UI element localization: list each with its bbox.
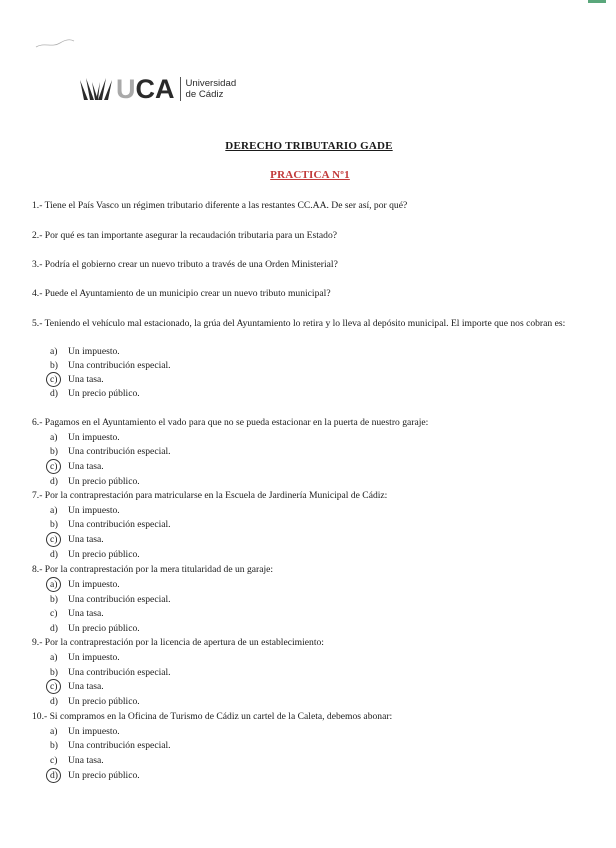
uca-wordmark-u: U (116, 73, 136, 104)
q5-option-b (50, 360, 171, 372)
q7-option-a (50, 505, 120, 517)
q7-option-d (50, 549, 140, 561)
option-text: Una contribución especial. (68, 446, 171, 457)
document-title: DERECHO TRIBUTARIO GADE (225, 140, 393, 152)
q6-option-a (50, 432, 120, 444)
q5-option-a (50, 346, 120, 358)
option-text: Un impuesto. (68, 346, 120, 357)
document-subtitle: PRACTICA Nº1 (270, 169, 350, 181)
option-text: Un precio público. (68, 696, 140, 707)
option-text: Una contribución especial. (68, 740, 171, 751)
question-1: 1.- Tiene el País Vasco un régimen tributario diferente a las restantes CC.AA. De ser así, por qué? (32, 200, 408, 211)
q8-option-d (50, 623, 140, 635)
question-2: 2.- Por qué es tan importante asegurar la recaudación tributaria para un Estado? (32, 230, 338, 241)
option-letter: d) (50, 696, 58, 707)
option-letter: d) (50, 476, 58, 487)
q9-option-d (50, 696, 140, 708)
q6-option-b (50, 446, 171, 458)
logo-divider (180, 77, 181, 101)
option-letter: c) (50, 755, 58, 766)
q8-option-c (50, 608, 104, 620)
university-name (186, 78, 237, 100)
option-text: Una tasa. (68, 608, 104, 619)
q5-option-c (50, 374, 104, 386)
option-text: Una tasa. (68, 755, 104, 766)
q7-option-b (50, 519, 171, 531)
question-10: 10.- Si compramos en la Oficina de Turismo de Cádiz un cartel de la Caleta, debemos abonar: (32, 711, 393, 722)
option-text: Un impuesto. (68, 652, 120, 663)
q7-option-c (50, 534, 104, 546)
option-letter: d) (50, 388, 58, 399)
option-text: Una contribución especial. (68, 667, 171, 678)
question-8: 8.- Por la contraprestación por la mera titularidad de un garaje: (32, 564, 274, 575)
option-letter: b) (50, 667, 58, 678)
q9-option-c (50, 681, 104, 693)
option-text: Un precio público. (68, 476, 140, 487)
pencil-scribble-icon (34, 38, 76, 50)
option-letter: a) (50, 346, 58, 357)
option-letter: c) (50, 608, 58, 619)
uca-wordmark-rest: CA (135, 73, 175, 104)
option-text: Una contribución especial. (68, 519, 171, 530)
option-letter: a) (50, 432, 58, 443)
option-letter: a) (50, 505, 58, 516)
university-logo (78, 74, 236, 104)
option-letter: b) (50, 740, 58, 751)
option-text: Un impuesto. (68, 579, 120, 590)
option-text: Un impuesto. (68, 726, 120, 737)
uca-wordmark (116, 73, 175, 104)
option-text: Un precio público. (68, 623, 140, 634)
option-letter: a) (50, 652, 58, 663)
q10-option-c (50, 755, 104, 767)
q9-option-b (50, 667, 171, 679)
option-text: Un impuesto. (68, 432, 120, 443)
option-text: Un precio público. (68, 549, 140, 560)
q9-option-a (50, 652, 120, 664)
option-text: Un precio público. (68, 770, 140, 781)
option-text: Una contribución especial. (68, 360, 171, 371)
option-letter: b) (50, 446, 58, 457)
option-letter: a) (50, 726, 58, 737)
option-text: Una contribución especial. (68, 594, 171, 605)
option-text: Una tasa. (68, 534, 104, 545)
question-5: 5.- Teniendo el vehículo mal estacionado, la grúa del Ayuntamiento lo retira y lo lleva al depósito municipal. El importe que nos cobran es: (32, 318, 566, 329)
option-text: Un impuesto. (68, 505, 120, 516)
option-letter-circled: c) (50, 461, 68, 473)
option-letter: d) (50, 623, 58, 634)
q10-option-d (50, 770, 140, 782)
option-text: Una tasa. (68, 461, 104, 472)
q6-option-d (50, 476, 140, 488)
uca-leaves-icon (78, 76, 114, 102)
option-text: Una tasa. (68, 681, 104, 692)
option-text: Una tasa. (68, 374, 104, 385)
option-letter-circled: c) (50, 374, 68, 386)
option-letter-circled: c) (50, 534, 68, 546)
university-line-2: de Cádiz (185, 89, 224, 100)
question-3: 3.- Podría el gobierno crear un nuevo tributo a través de una Orden Ministerial? (32, 259, 338, 270)
option-letter: d) (50, 549, 58, 560)
option-letter-circled: a) (50, 579, 68, 591)
option-letter-circled: d) (50, 770, 68, 782)
q10-option-b (50, 740, 171, 752)
q8-option-b (50, 594, 171, 606)
q10-option-a (50, 726, 120, 738)
scan-edge-mark (588, 0, 606, 3)
option-letter: b) (50, 360, 58, 371)
question-6: 6.- Pagamos en el Ayuntamiento el vado para que no se pueda estacionar en la puerta de nuestro garaje: (32, 417, 429, 428)
question-7: 7.- Por la contraprestación para matricularse en la Escuela de Jardinería Municipal de Cádiz: (32, 490, 388, 501)
option-letter: b) (50, 519, 58, 530)
question-9: 9.- Por la contraprestación por la licencia de apertura de un establecimiento: (32, 637, 324, 648)
option-letter-circled: c) (50, 681, 68, 693)
option-letter: b) (50, 594, 58, 605)
q6-option-c (50, 461, 104, 473)
q5-option-d (50, 388, 140, 400)
question-4: 4.- Puede el Ayuntamiento de un municipio crear un nuevo tributo municipal? (32, 288, 331, 299)
option-text: Un precio público. (68, 388, 140, 399)
q8-option-a (50, 579, 120, 591)
university-line-1: Universidad (185, 78, 237, 89)
